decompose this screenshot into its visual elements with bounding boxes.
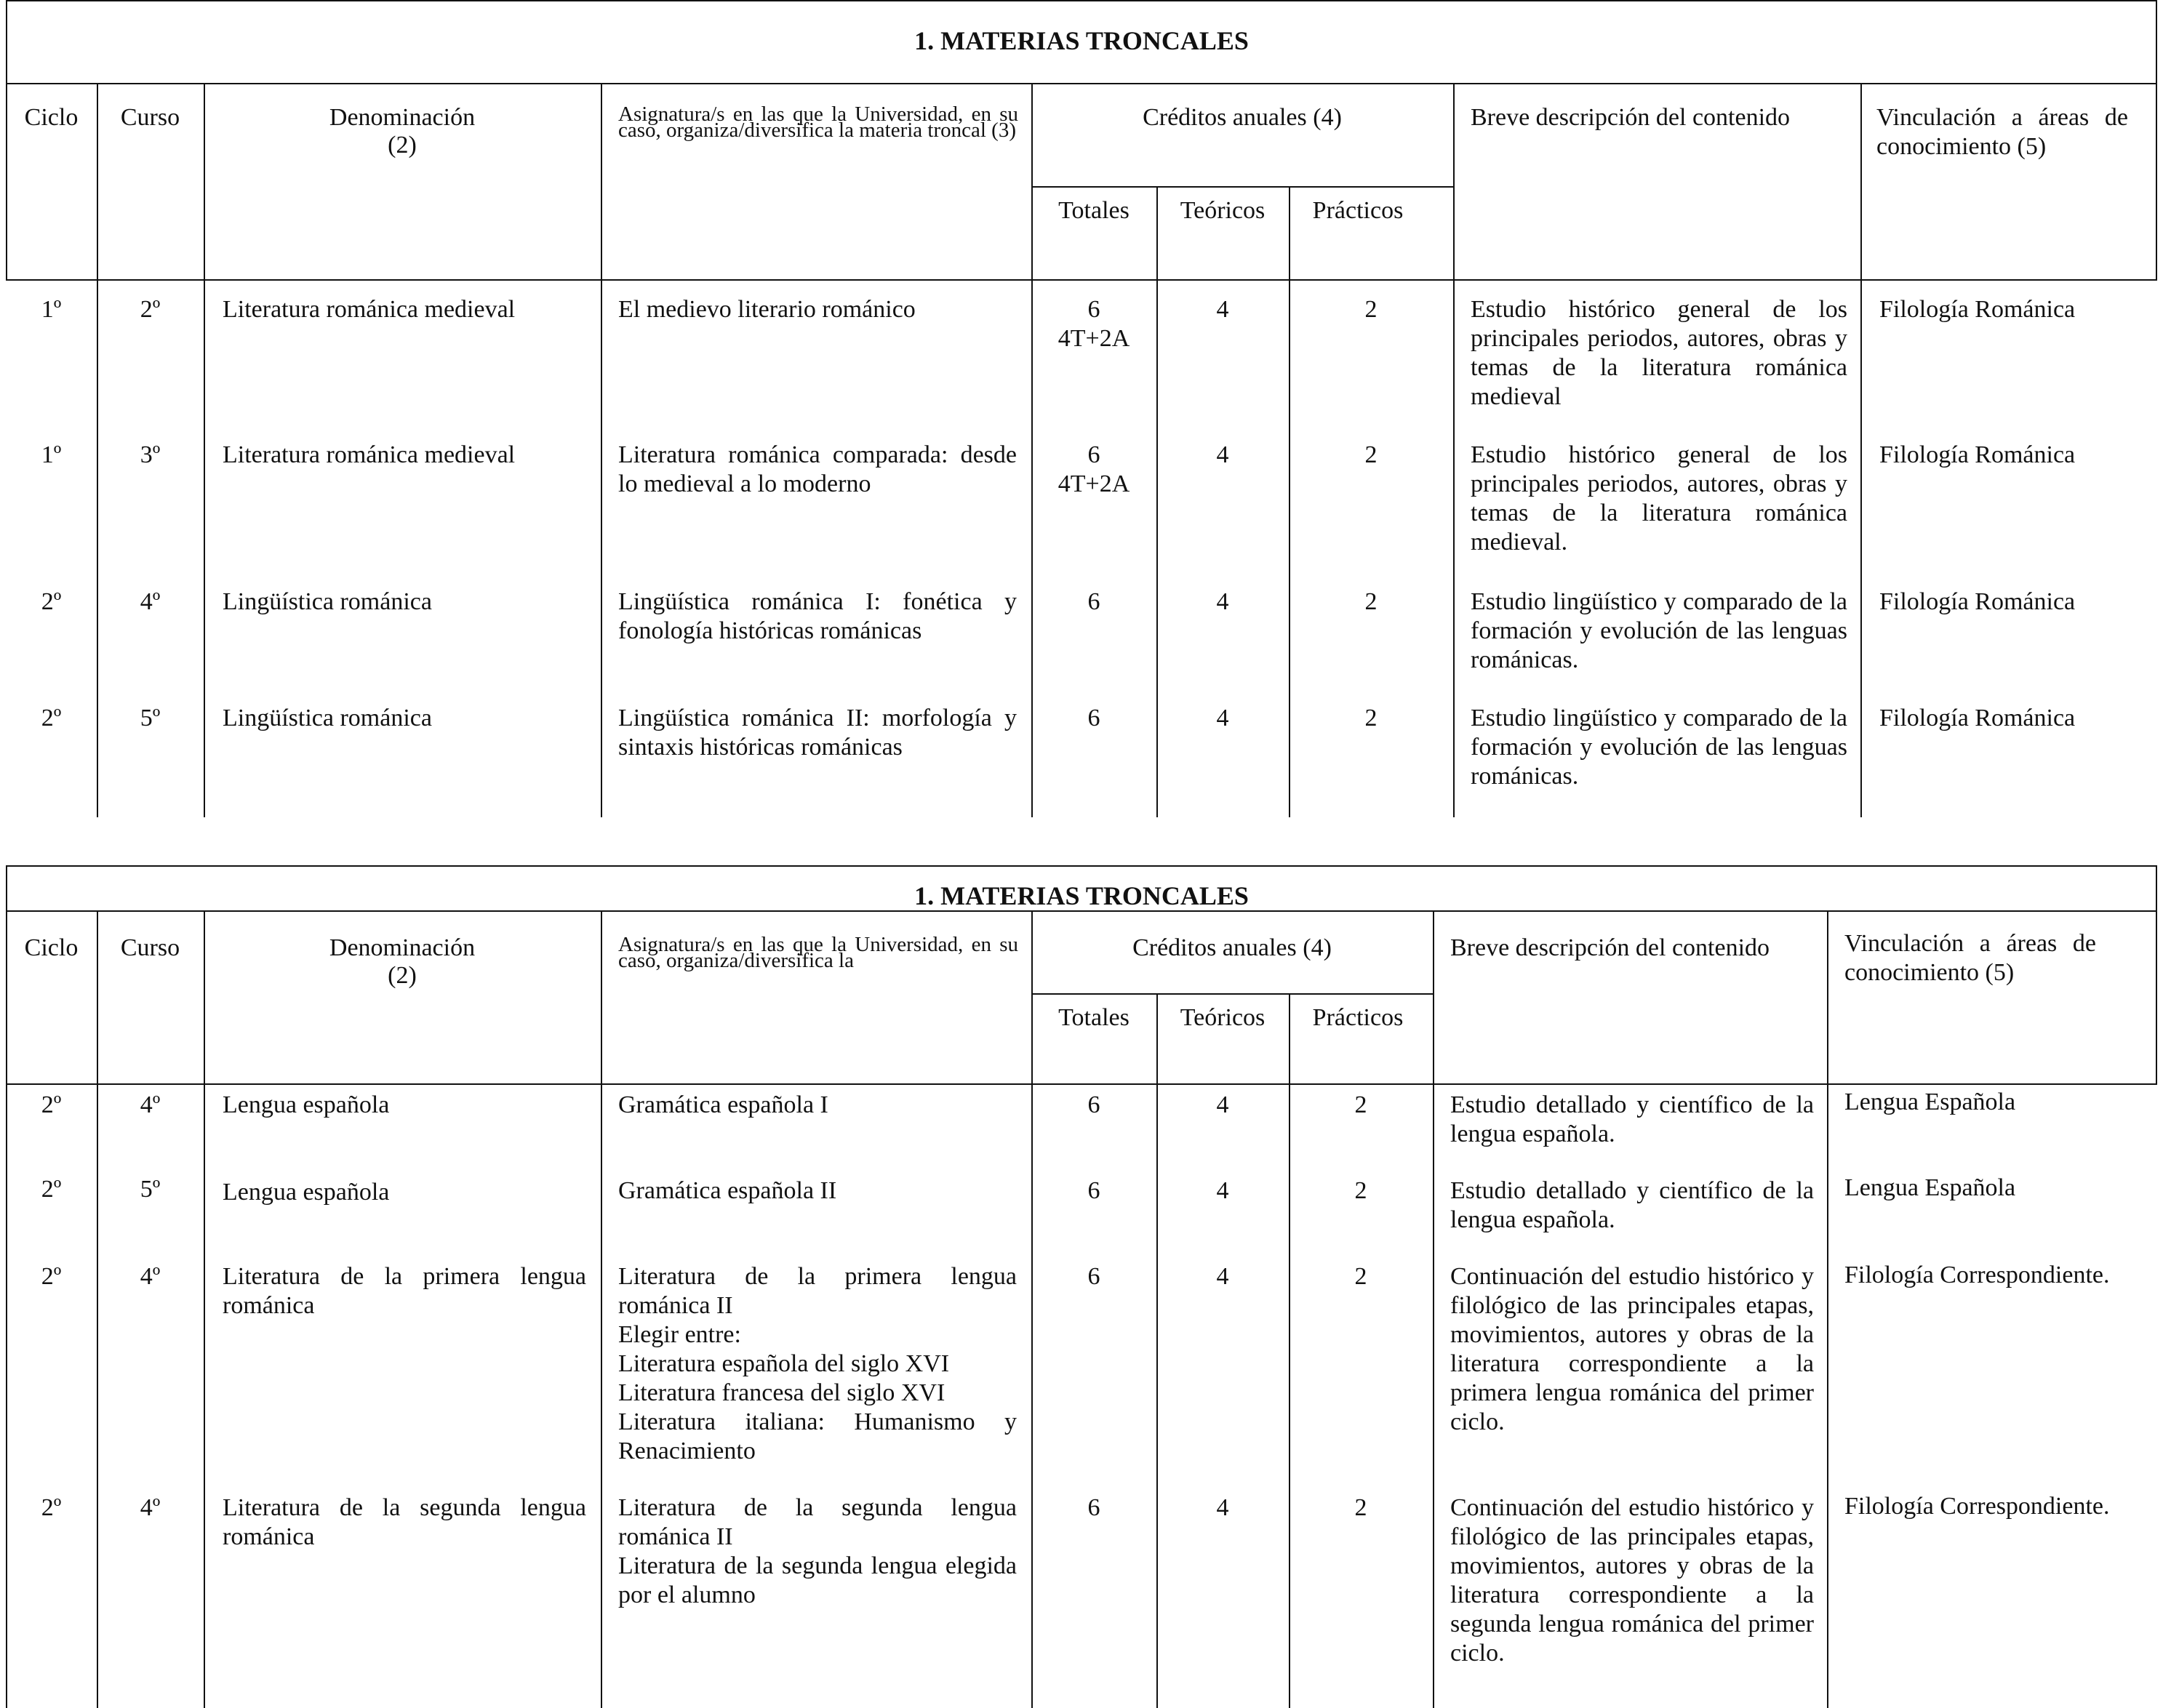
header-totales: Totales — [1058, 1004, 1130, 1031]
cell-denominacion: Lengua española — [223, 1179, 390, 1206]
rule — [6, 910, 2157, 912]
cell-descripcion: Estudio lingüístico y comparado de la formación y evolución de las lenguas románicas. — [1471, 705, 1847, 790]
rule — [1860, 83, 1862, 817]
header-practicos: Prácticos — [1312, 197, 1404, 224]
cell-asignatura-extra: Elegir entre: Literatura española del siglo XVI Literatura francesa del siglo XVI — [618, 1321, 950, 1406]
cell-asignatura: El medievo literario románico — [618, 296, 916, 323]
cell-denominacion: Lengua española — [223, 1091, 390, 1118]
header-curso: Curso — [120, 104, 180, 131]
header-creditos: Créditos anuales (4) — [1132, 934, 1332, 961]
cell-curso: 5º — [140, 1176, 161, 1203]
cell-vinculacion: Filología Correspondiente. — [1844, 1262, 2110, 1288]
header-vinculacion: Vinculación a áreas de conocimiento (5) — [1844, 930, 2096, 986]
cell-asignatura: Gramática española II — [618, 1177, 837, 1204]
rule — [601, 910, 602, 1708]
header-curso: Curso — [120, 934, 180, 961]
cell-vinculacion: Filología Correspondiente. — [1844, 1493, 2110, 1520]
cell-asignatura: Literatura de la primera lengua románica II — [618, 1263, 1017, 1319]
cell-curso: 2º — [140, 296, 161, 323]
rule — [204, 910, 205, 1708]
cell-vinculacion: Lengua Española — [1844, 1174, 2016, 1201]
header-denominacion-note: (2) — [388, 132, 417, 159]
cell-ciclo: 1º — [41, 296, 62, 323]
cell-asignatura: Gramática española I — [618, 1091, 828, 1118]
cell-curso: 4º — [140, 1091, 161, 1118]
header-denominacion: Denominación — [329, 104, 476, 131]
header-teoricos: Teóricos — [1180, 1004, 1266, 1031]
cell-denominacion: Literatura de la segunda lengua románica — [223, 1494, 586, 1550]
cell-curso: 5º — [140, 705, 161, 731]
cell-practicos: 2 — [1364, 441, 1378, 468]
cell-denominacion: Lingüística románica — [223, 588, 432, 615]
cell-totales: 6 — [1087, 1091, 1100, 1118]
cell-asignatura: Lingüística románica II: morfología y sintaxis históricas románicas — [618, 705, 1017, 761]
table-title: 1. MATERIAS TRONCALES — [914, 881, 1249, 910]
header-descripcion: Breve descripción del contenido — [1471, 104, 1791, 131]
header-denominacion-note: (2) — [388, 962, 417, 989]
rule — [6, 0, 2157, 1]
header-ciclo: Ciclo — [24, 934, 79, 961]
cell-asignatura: Literatura de la segunda lengua románica II — [618, 1494, 1017, 1550]
rule — [601, 83, 602, 817]
cell-curso: 3º — [140, 441, 161, 468]
cell-asignatura: Lingüística románica I: fonética y fonología históricas románicas — [618, 588, 1017, 644]
cell-teoricos: 4 — [1216, 1177, 1229, 1204]
cell-totales: 6 — [1087, 1177, 1100, 1204]
header-vinculacion: Vinculación a áreas de conocimiento (5) — [1876, 104, 2128, 160]
cell-teoricos: 4 — [1216, 588, 1229, 615]
cell-asignatura: Literatura románica comparada: desde lo medieval a lo moderno — [618, 441, 1017, 497]
header-practicos: Prácticos — [1312, 1004, 1404, 1031]
cell-ciclo: 2º — [41, 1176, 62, 1203]
cell-vinculacion: Lengua Española — [1844, 1088, 2016, 1115]
cell-vinculacion: Filología Románica — [1879, 441, 2076, 468]
cell-totales: 6 4T+2A — [1057, 441, 1130, 497]
cell-ciclo: 2º — [41, 705, 62, 731]
cell-teoricos: 4 — [1216, 1091, 1229, 1118]
rule — [1433, 910, 1434, 1708]
header-teoricos: Teóricos — [1180, 197, 1266, 224]
cell-practicos: 2 — [1354, 1494, 1367, 1521]
cell-totales: 6 4T+2A — [1057, 296, 1130, 352]
cell-descripcion: Continuación del estudio histórico y filológico de las principales etapas, movimientos, autores y obras de la literatura correspondiente a la primera lengua románica del primer ciclo. — [1450, 1263, 1814, 1435]
cell-denominacion: Literatura románica medieval — [223, 296, 516, 323]
rule — [204, 83, 205, 817]
cell-practicos: 2 — [1354, 1263, 1367, 1290]
cell-totales: 6 — [1087, 1263, 1100, 1290]
rule — [1031, 993, 1433, 995]
rule — [6, 865, 2157, 867]
cell-ciclo: 2º — [41, 1091, 62, 1118]
cell-teoricos: 4 — [1216, 1494, 1229, 1521]
cell-asignatura-extra: Literatura de la segunda lengua elegida por el alumno — [618, 1552, 1017, 1608]
cell-practicos: 2 — [1364, 296, 1378, 323]
rule — [6, 83, 2157, 84]
cell-descripcion: Estudio detallado y científico de la lengua española. — [1450, 1091, 1814, 1147]
cell-ciclo: 1º — [41, 441, 62, 468]
cell-curso: 4º — [140, 1494, 161, 1521]
cell-teoricos: 4 — [1216, 705, 1229, 731]
cell-descripcion: Estudio histórico general de los principales periodos, autores, obras y temas de la literatura románica medieval — [1471, 296, 1847, 410]
cell-descripcion: Estudio histórico general de los principales periodos, autores, obras y temas de la literatura románica medieval. — [1471, 441, 1847, 556]
cell-denominacion: Lingüística románica — [223, 705, 432, 731]
cell-curso: 4º — [140, 588, 161, 615]
header-asignatura: Asignatura/s en las que la Universidad, en su caso, organiza/diversifica la — [618, 933, 1018, 972]
cell-totales: 6 — [1087, 705, 1100, 731]
cell-curso: 4º — [140, 1263, 161, 1290]
cell-totales: 6 — [1087, 588, 1100, 615]
cell-vinculacion: Filología Románica — [1879, 588, 2076, 615]
rule — [1031, 186, 1453, 188]
cell-ciclo: 2º — [41, 1494, 62, 1521]
cell-totales: 6 — [1087, 1494, 1100, 1521]
cell-vinculacion: Filología Románica — [1879, 296, 2076, 323]
cell-denominacion: Literatura románica medieval — [223, 441, 516, 468]
cell-practicos: 2 — [1364, 705, 1378, 731]
cell-denominacion: Literatura de la primera lengua románica — [223, 1263, 586, 1319]
header-denominacion: Denominación — [329, 934, 476, 961]
header-creditos: Créditos anuales (4) — [1143, 104, 1342, 131]
cell-ciclo: 2º — [41, 1263, 62, 1290]
rule — [1453, 83, 1455, 817]
header-ciclo: Ciclo — [24, 104, 79, 131]
cell-descripcion: Estudio detallado y científico de la lengua española. — [1450, 1177, 1814, 1233]
header-descripcion: Breve descripción del contenido — [1450, 934, 1770, 961]
cell-descripcion: Estudio lingüístico y comparado de la formación y evolución de las lenguas románicas. — [1471, 588, 1847, 673]
cell-practicos: 2 — [1354, 1091, 1367, 1118]
header-totales: Totales — [1058, 197, 1130, 224]
cell-descripcion: Continuación del estudio histórico y filológico de las principales etapas, movimientos, autores y obras de la literatura correspondiente a la segunda lengua románica del primer ciclo. — [1450, 1494, 1814, 1667]
rule — [97, 910, 98, 1708]
cell-teoricos: 4 — [1216, 441, 1229, 468]
header-asignatura: Asignatura/s en las que la Universidad, en su caso, organiza/diversifica la materia troncal (3) — [618, 103, 1018, 142]
table-title: 1. MATERIAS TRONCALES — [914, 26, 1249, 55]
cell-teoricos: 4 — [1216, 296, 1229, 323]
rule — [1827, 910, 1828, 1708]
cell-ciclo: 2º — [41, 588, 62, 615]
cell-practicos: 2 — [1364, 588, 1378, 615]
cell-practicos: 2 — [1354, 1177, 1367, 1204]
rule — [6, 1083, 2157, 1085]
rule — [6, 279, 2157, 281]
cell-asignatura-extra2: Literatura italiana: Humanismo y Renacimiento — [618, 1408, 1017, 1464]
cell-vinculacion: Filología Románica — [1879, 705, 2076, 731]
cell-teoricos: 4 — [1216, 1263, 1229, 1290]
